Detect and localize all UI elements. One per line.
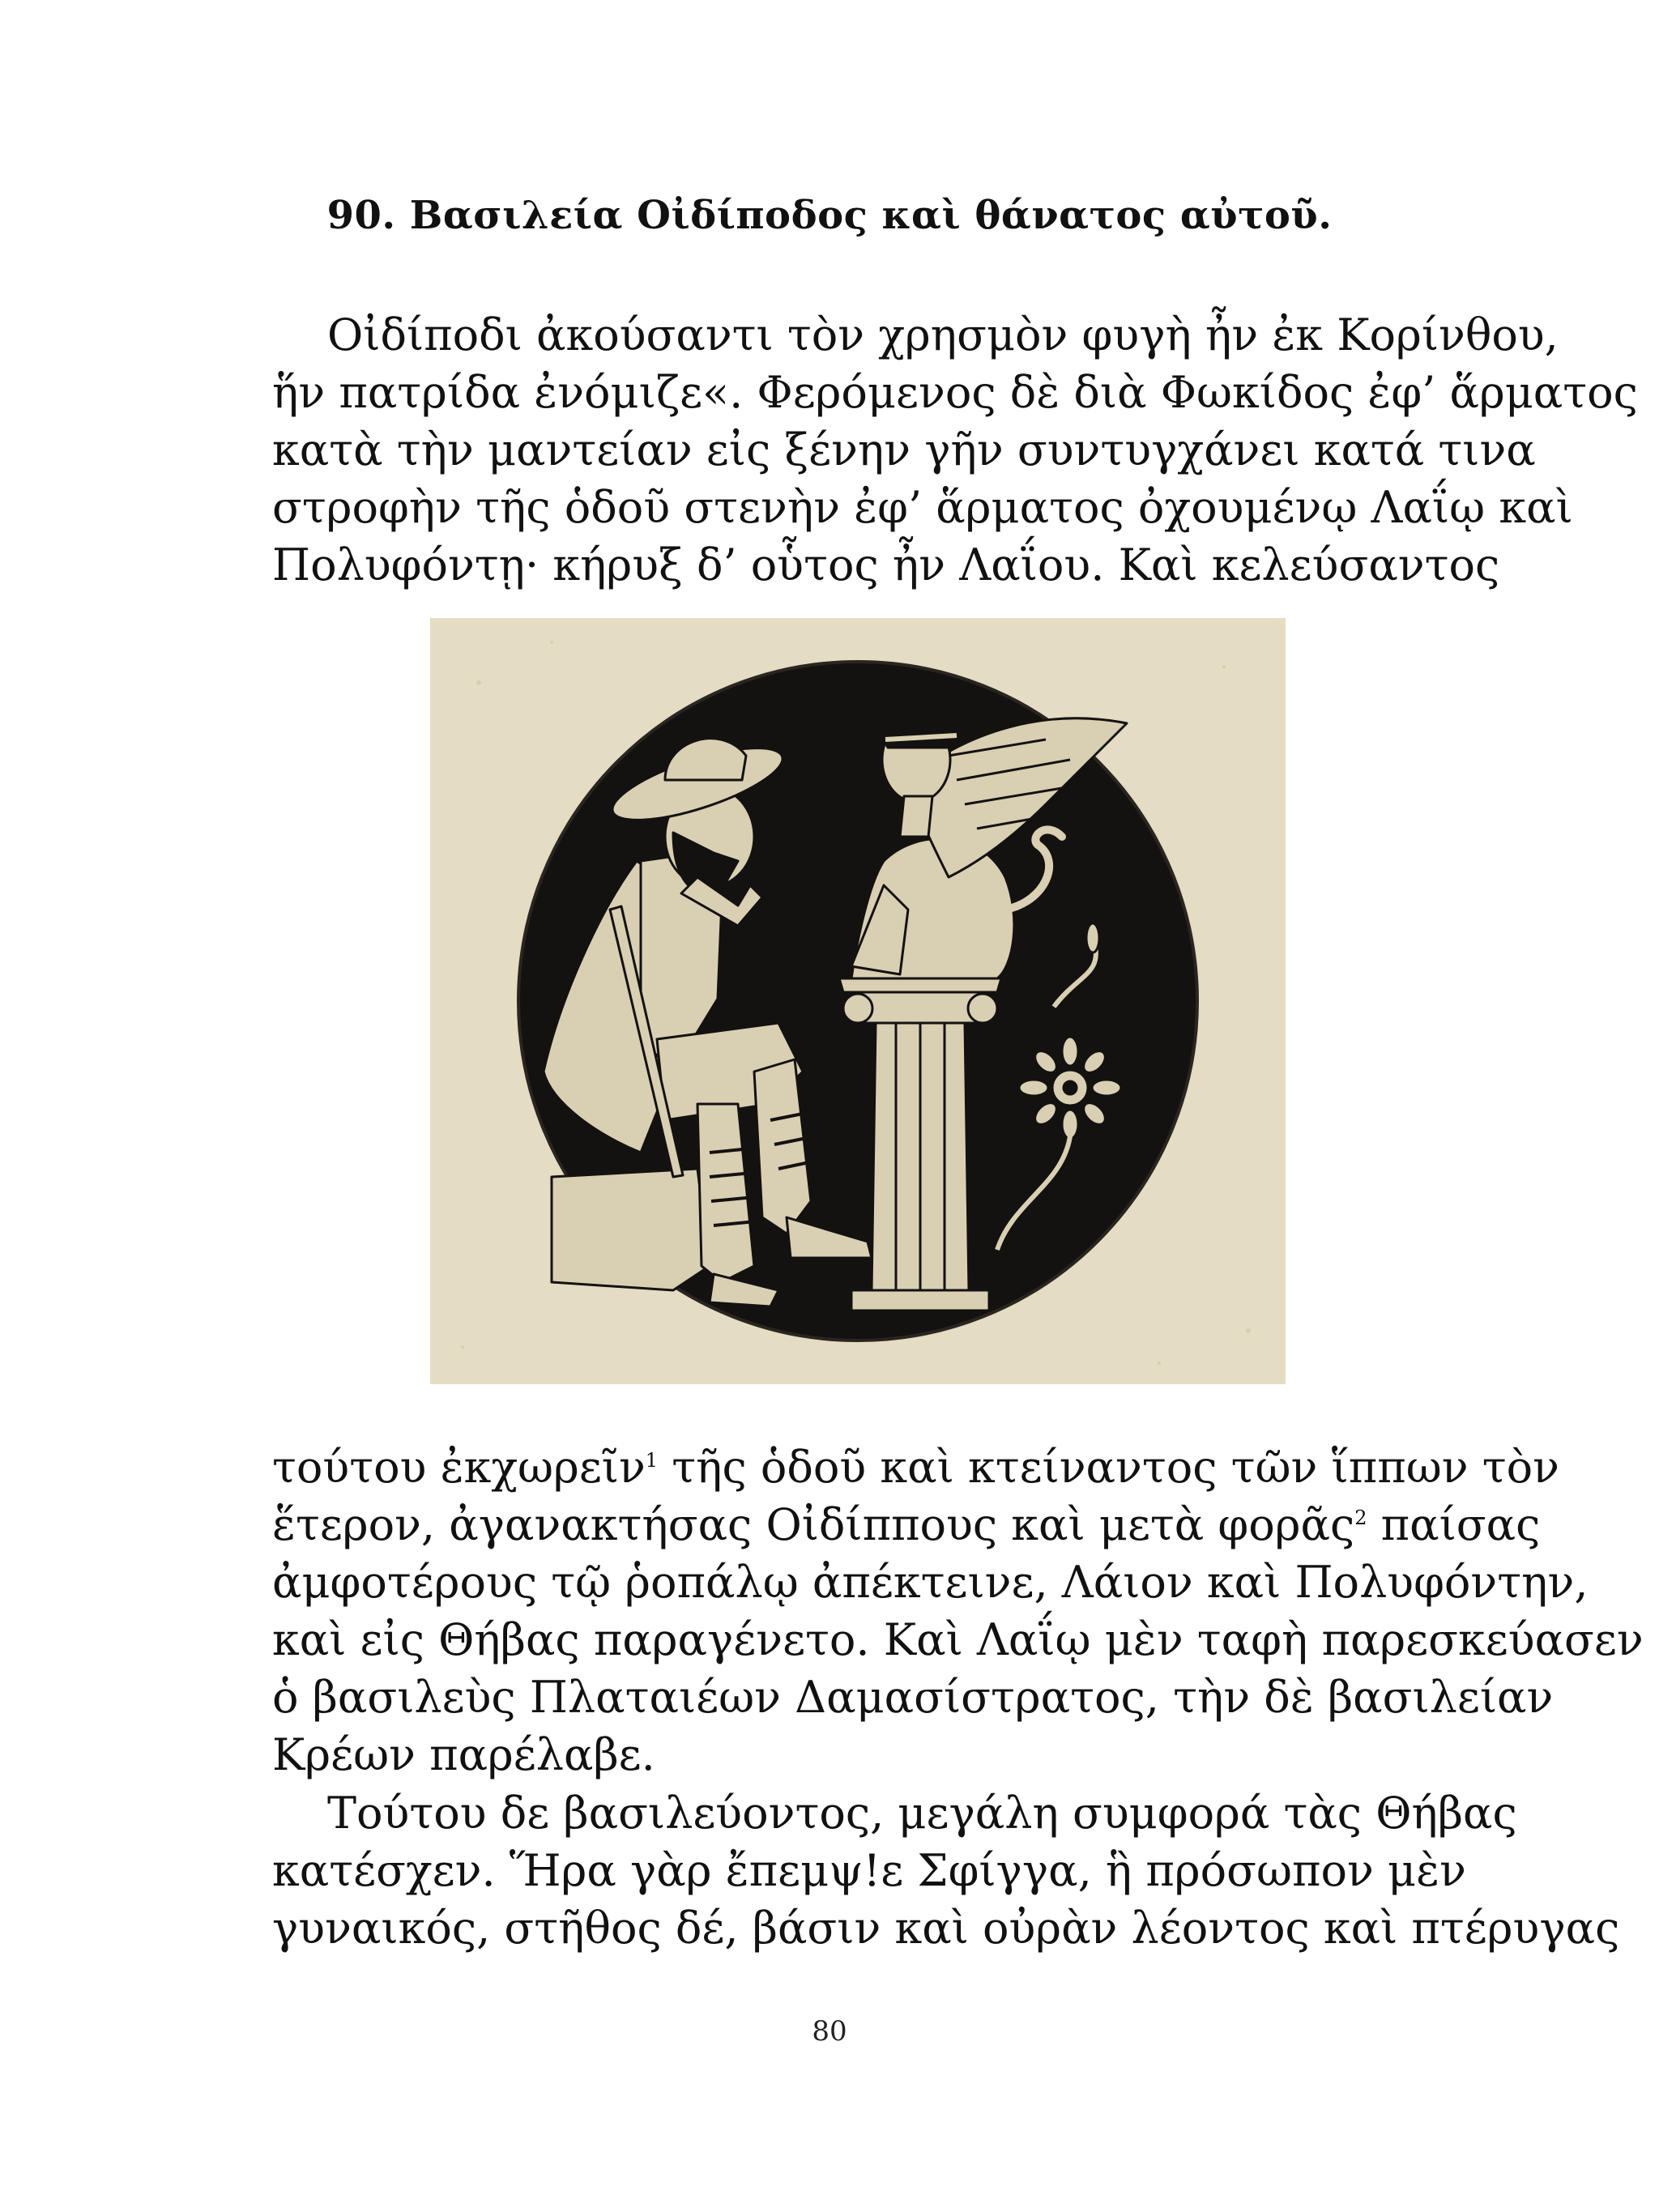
footnote-marker: 1: [645, 1449, 659, 1472]
text-line: ἕτερον, ἀγανακτήσας Οἰδίππους καὶ μετὰ φορᾶς$^2$ παίσας: [272, 1499, 1541, 1550]
rock-seat: [552, 1169, 710, 1290]
paragraph-3: [272, 1784, 1620, 1957]
illustration-oedipus-sphinx: [430, 618, 1286, 1384]
text-line: ἥν πατρίδα ἐνόμιζε«. Φερόμενος δὲ διὰ Φωκίδος ἐφ’ ἅρματος: [272, 367, 1638, 418]
text-line: Οἰδίποδι ἀκούσαντι τὸν χρησμὸν φυγὴ ἦν ἐκ Κορίνθου,: [327, 309, 1559, 360]
footnote-marker: 2: [1354, 1507, 1367, 1529]
paragraph-1: [272, 306, 1638, 594]
text-line: καὶ εἰς Θήβας παραγένετο. Καὶ Λαΐῳ μὲν ταφὴ παρεσκεύασεν: [272, 1614, 1644, 1665]
text-line: Τούτου δε βασιλεύοντος, μεγάλη συμφορά τὰς Θήβας: [327, 1788, 1517, 1839]
text-line: ἀμφοτέρους τῷ ῥοπάλῳ ἀπέκτεινε, Λάιον καὶ Πολυφόντην,: [272, 1557, 1589, 1608]
text-line: Πολυφόντῃ· κήρυξ δ’ οὗτος ἦν Λαΐου. Καὶ κελεύσαντος: [272, 539, 1500, 590]
column-base: [851, 1290, 989, 1311]
neck: [900, 796, 932, 837]
text-line: στροφὴν τῆς ὁδοῦ στενὴν ἐφ’ ἅρματος ὀχουμένῳ Λαΐῳ καὶ: [272, 482, 1573, 533]
chapter-heading: 90. Βασιλεία Οἰδίποδος καὶ θάνατος αὐτοῦ.: [326, 193, 1333, 238]
text-line: κατέσχεν. Ἥρα γὰρ ἔπεμψ!ε Σφίγγα, ἣ πρόσωπον μὲν: [272, 1845, 1466, 1896]
text-line: γυναικός, στῆθος δέ, βάσιν καὶ οὐρὰν λέοντος καὶ πτέρυγας: [272, 1903, 1620, 1954]
page-number: 80: [812, 2015, 847, 2048]
text-line: τούτου ἐκχωρεῖν$^1$ τῆς ὁδοῦ καὶ κτείναντος τῶν ἵππων τὸν: [272, 1442, 1559, 1493]
kylix-medallion-drawing: [430, 618, 1286, 1384]
paragraph-2: [272, 1438, 1644, 1784]
text-line: ὁ βασιλεὺς Πλαταιέων Δαμασίστρατος, τὴν δὲ βασιλείαν: [272, 1672, 1554, 1723]
text-line: κατὰ τὴν μαντείαν εἰς ξένην γῆν συντυγχάνει κατά τινα: [272, 424, 1536, 475]
text-line: Κρέων παρέλαβε.: [272, 1729, 655, 1780]
column-abacus: [839, 978, 1001, 992]
